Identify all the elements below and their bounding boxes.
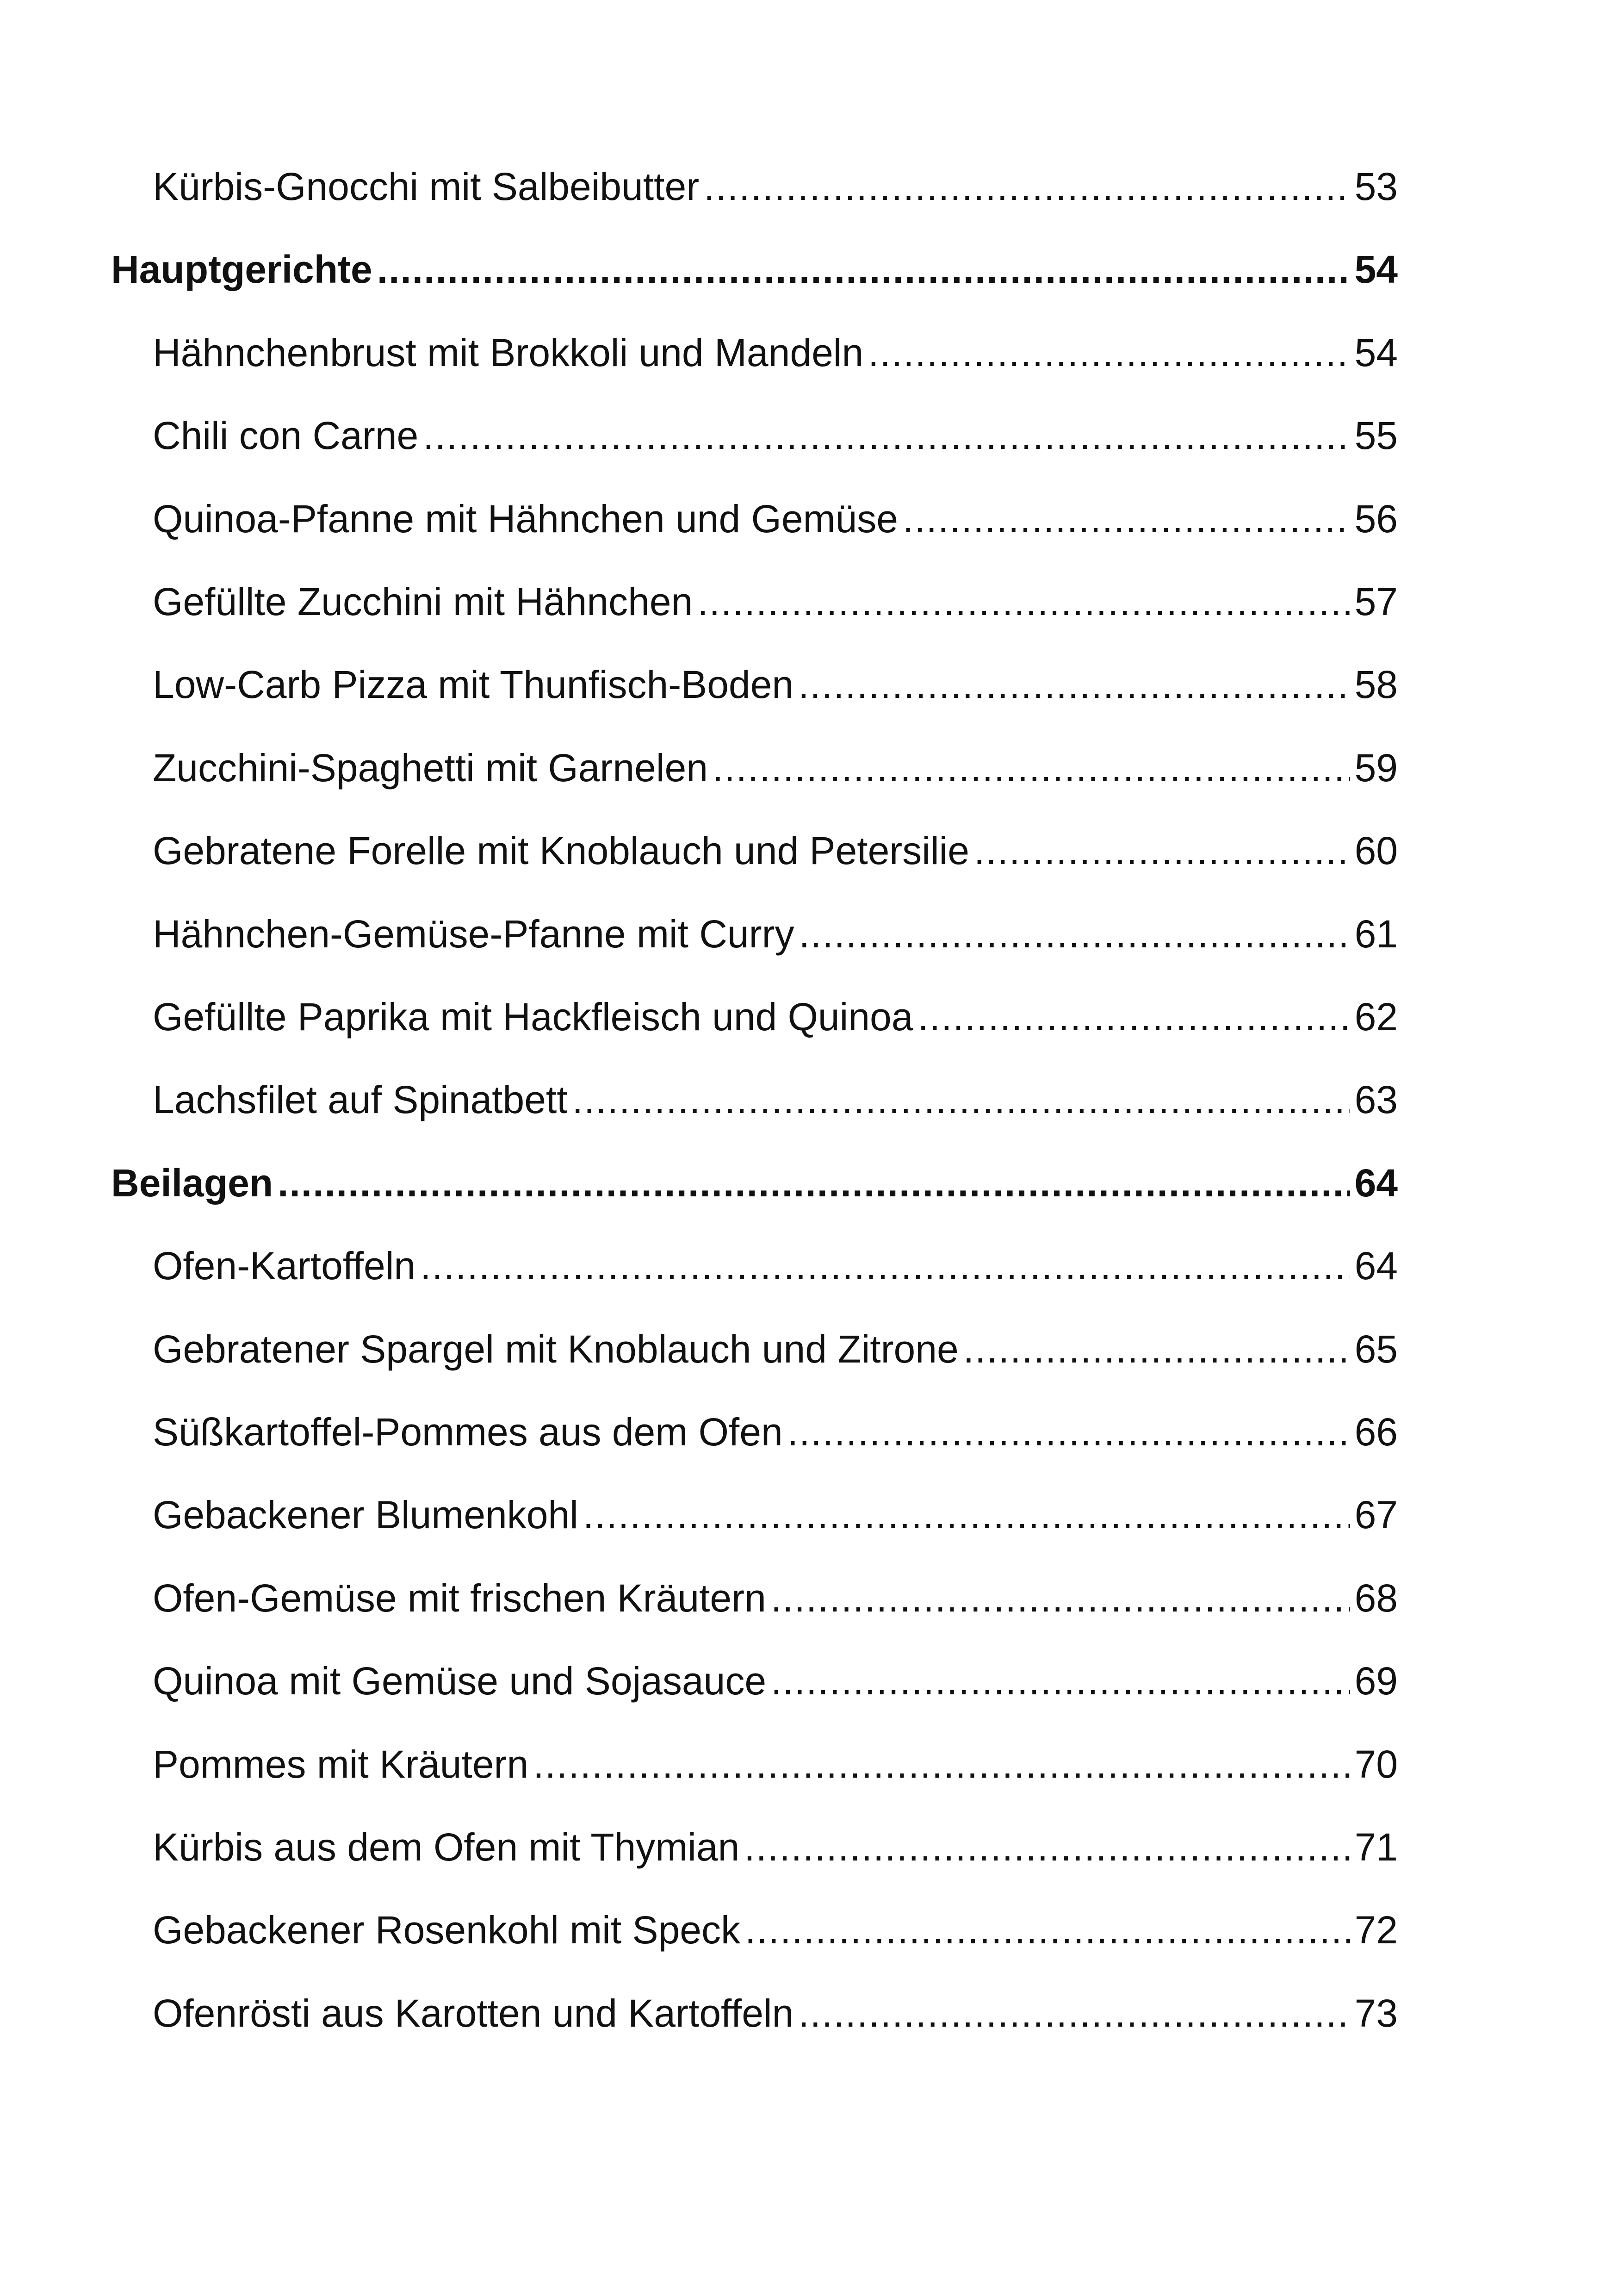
toc-page-number: 64 (1354, 1244, 1398, 1288)
toc-entry[interactable] (153, 1489, 1398, 1540)
toc-entry[interactable] (153, 161, 1398, 212)
toc-dot-leader (744, 1822, 1350, 1873)
toc-entry-title: Kürbis-Gnocchi mit Salbeibutter (153, 165, 700, 208)
toc-entry-title: Gefüllte Paprika mit Hackfleisch und Quinoa (153, 995, 913, 1039)
toc-dot-leader (917, 991, 1350, 1042)
toc-entry-title: Ofenrösti aus Karotten und Kartoffeln (153, 1991, 794, 2035)
toc-entry-title: Hauptgerichte (111, 248, 372, 291)
toc-entry-title: Zucchini-Spaghetti mit Garnelen (153, 746, 708, 790)
toc-entry-title: Ofen-Kartoffeln (153, 1244, 416, 1288)
toc-entry[interactable] (153, 1074, 1398, 1125)
toc-page-number: 54 (1354, 248, 1398, 291)
toc-dot-leader (423, 410, 1350, 461)
toc-entry[interactable] (153, 1240, 1398, 1291)
toc-dot-leader (787, 1406, 1350, 1457)
toc-page-number: 72 (1354, 1908, 1398, 1952)
toc-entry[interactable] (153, 1822, 1398, 1873)
toc-entry-title: Hähnchenbrust mit Brokkoli und Mandeln (153, 331, 864, 374)
toc-entry-title: Lachsfilet auf Spinatbett (153, 1078, 568, 1121)
toc-entry-title: Gebackener Rosenkohl mit Speck (153, 1908, 740, 1952)
toc-page-number: 68 (1354, 1576, 1398, 1620)
toc-entry-title: Chili con Carne (153, 414, 419, 457)
toc-page-number: 61 (1354, 912, 1398, 956)
toc-entry-title: Gebackener Blumenkohl (153, 1493, 578, 1537)
toc-dot-leader (572, 1074, 1350, 1125)
toc-dot-leader (745, 1904, 1350, 1955)
toc-entry[interactable] (153, 1406, 1398, 1457)
toc-dot-leader (583, 1489, 1350, 1540)
toc-entry[interactable] (153, 659, 1398, 710)
toc-entry[interactable] (153, 825, 1398, 876)
toc-dot-leader (697, 576, 1350, 627)
toc-page-number: 67 (1354, 1493, 1398, 1537)
toc-entry[interactable] (153, 1739, 1398, 1790)
toc-page-number: 54 (1354, 331, 1398, 374)
toc-dot-leader (377, 244, 1350, 295)
toc-entry[interactable] (153, 991, 1398, 1042)
toc-entry[interactable] (153, 1904, 1398, 1955)
toc-entry[interactable] (153, 742, 1398, 793)
toc-entry[interactable] (153, 1655, 1398, 1706)
toc-page-number: 58 (1354, 663, 1398, 706)
toc-entry-title: Gebratener Spargel mit Knoblauch und Zitrone (153, 1327, 959, 1371)
toc-page-number: 62 (1354, 995, 1398, 1039)
toc-entry-title: Süßkartoffel-Pommes aus dem Ofen (153, 1410, 783, 1454)
toc-entry-title: Ofen-Gemüse mit frischen Kräutern (153, 1576, 766, 1620)
toc-dot-leader (278, 1157, 1350, 1208)
toc-entry[interactable] (153, 908, 1398, 959)
toc-entry[interactable] (153, 1324, 1398, 1375)
toc-dot-leader (704, 161, 1350, 212)
toc-page-number: 59 (1354, 746, 1398, 790)
toc-section-heading[interactable] (111, 1157, 1398, 1208)
toc-page-number: 69 (1354, 1659, 1398, 1703)
toc-page-number: 56 (1354, 497, 1398, 541)
toc-dot-leader (771, 1655, 1350, 1706)
toc-entry-title: Hähnchen-Gemüse-Pfanne mit Curry (153, 912, 794, 956)
toc-entry-title: Quinoa-Pfanne mit Hähnchen und Gemüse (153, 497, 898, 541)
toc-entry[interactable] (153, 1988, 1398, 2039)
toc-page-number: 66 (1354, 1410, 1398, 1454)
toc-dot-leader (963, 1324, 1350, 1375)
toc-entry-title: Beilagen (111, 1161, 273, 1205)
toc-dot-leader (798, 1988, 1350, 2039)
toc-section-heading[interactable] (111, 244, 1398, 295)
toc-page-number: 57 (1354, 580, 1398, 623)
toc-entry-title: Kürbis aus dem Ofen mit Thymian (153, 1825, 740, 1869)
toc-entry[interactable] (153, 410, 1398, 461)
toc-page-number: 65 (1354, 1327, 1398, 1371)
toc-entry-title: Quinoa mit Gemüse und Sojasauce (153, 1659, 767, 1703)
toc-page-number: 71 (1354, 1825, 1398, 1869)
toc-entry[interactable] (153, 493, 1398, 544)
toc-dot-leader (903, 493, 1350, 544)
toc-page-number: 64 (1354, 1161, 1398, 1205)
toc-page-number: 60 (1354, 829, 1398, 872)
toc-entry-title: Pommes mit Kräutern (153, 1742, 529, 1786)
toc-entry[interactable] (153, 576, 1398, 627)
toc-entry-title: Low-Carb Pizza mit Thunfisch-Boden (153, 663, 794, 706)
toc-dot-leader (533, 1739, 1350, 1790)
toc-page-number: 63 (1354, 1078, 1398, 1121)
toc-dot-leader (868, 327, 1350, 378)
toc-entry[interactable] (153, 327, 1398, 378)
toc-dot-leader (798, 659, 1350, 710)
toc-entry[interactable] (153, 1573, 1398, 1624)
toc-entry-title: Gebratene Forelle mit Knoblauch und Petersilie (153, 829, 969, 872)
toc-page-number: 73 (1354, 1991, 1398, 2035)
toc-page-number: 53 (1354, 165, 1398, 208)
toc-dot-leader (713, 742, 1350, 793)
toc-page-number: 70 (1354, 1742, 1398, 1786)
toc-dot-leader (420, 1240, 1350, 1291)
toc-dot-leader (974, 825, 1350, 876)
toc-entry-title: Gefüllte Zucchini mit Hähnchen (153, 580, 693, 623)
toc-dot-leader (799, 908, 1350, 959)
toc-dot-leader (771, 1573, 1350, 1624)
toc-page-number: 55 (1354, 414, 1398, 457)
